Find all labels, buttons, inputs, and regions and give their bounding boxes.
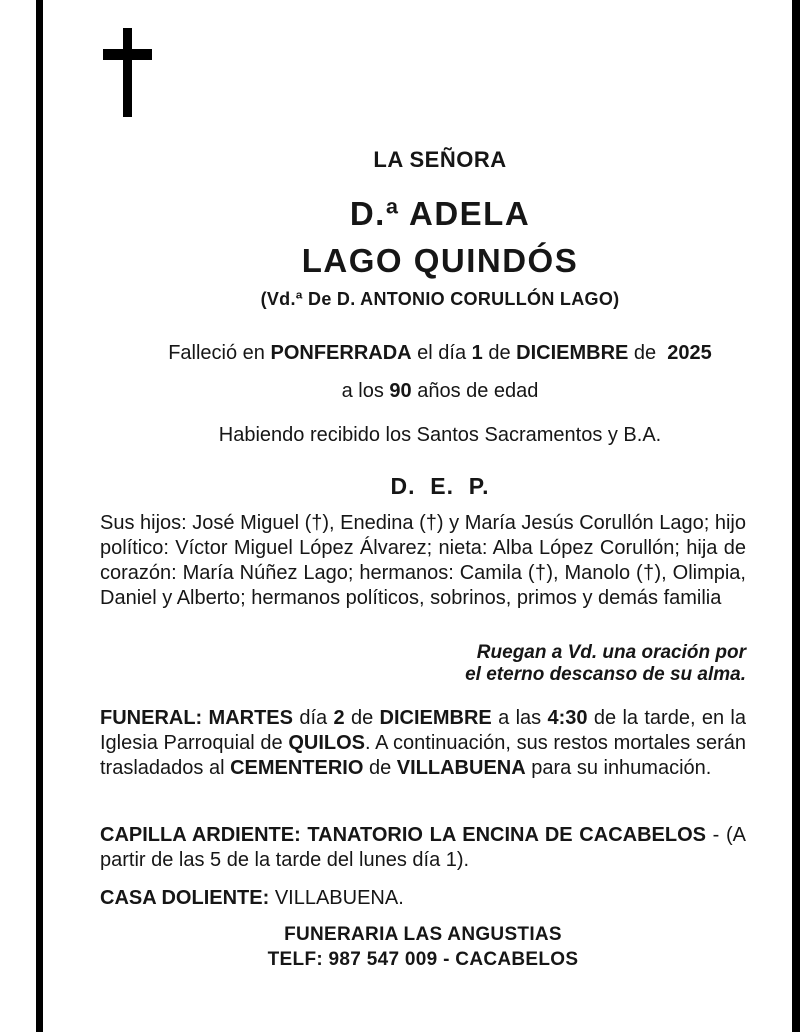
cross-vertical-bar bbox=[123, 28, 132, 117]
funeral-paragraph bbox=[100, 706, 746, 781]
text-segment: QUILOS bbox=[288, 732, 365, 754]
text-segment: 4:30 bbox=[547, 707, 588, 729]
text-segment: CAPILLA ARDIENTE: TANATORIO LA ENCINA DE CACABELOS bbox=[100, 824, 706, 846]
text-segment: DICIEMBRE bbox=[516, 342, 629, 364]
deceased-name-line1: D.ª ADELA bbox=[349, 195, 531, 232]
text-segment: el día bbox=[411, 342, 472, 364]
prayer-line2: el eterno descanso de su alma. bbox=[465, 664, 746, 685]
funeral-home-name: FUNERARIA LAS ANGUSTIAS bbox=[284, 924, 562, 945]
cross-horizontal-bar bbox=[103, 49, 152, 60]
sacraments-line: Habiendo recibido los Santos Sacramentos y B.A. bbox=[218, 424, 662, 446]
text-segment: de la tarde, en la Iglesia Parroquial de bbox=[100, 707, 747, 754]
text-segment: Falleció en bbox=[168, 342, 271, 364]
casa-doliente-line bbox=[100, 886, 746, 911]
text-segment: - (A partir de las 5 de la tarde del lunes día 1). bbox=[100, 824, 746, 871]
text-segment: 2025 bbox=[667, 342, 712, 364]
capilla-ardiente-paragraph bbox=[100, 823, 746, 873]
text-segment: a los bbox=[341, 380, 390, 402]
text-segment: PONFERRADA bbox=[270, 342, 412, 364]
text-segment: VILLABUENA. bbox=[269, 887, 404, 909]
text-segment: 1 bbox=[471, 342, 483, 364]
death-date-line bbox=[100, 342, 780, 365]
text-segment: de bbox=[363, 757, 397, 779]
text-segment: DICIEMBRE bbox=[379, 707, 492, 729]
deceased-name bbox=[100, 190, 780, 284]
dep-abbreviation: D. E. P. bbox=[390, 473, 490, 499]
text-segment: día bbox=[293, 707, 334, 729]
latin-cross-icon bbox=[103, 28, 152, 117]
text-segment: para su inhumación. bbox=[525, 757, 712, 779]
text-segment: CASA DOLIENTE: bbox=[100, 887, 270, 909]
text-segment: años de edad bbox=[411, 380, 539, 402]
funeral-home-block bbox=[100, 922, 746, 972]
text-segment: de bbox=[482, 342, 517, 364]
text-segment: 90 bbox=[389, 380, 412, 402]
funeral-home-phone: TELF: 987 547 009 - CACABELOS bbox=[267, 949, 579, 970]
text-segment: a las bbox=[491, 707, 548, 729]
text-segment: 2 bbox=[333, 707, 345, 729]
deceased-name-line2: LAGO QUINDÓS bbox=[301, 242, 579, 279]
family-paragraph: Sus hijos: José Miguel (†), Enedina (†) y María Jesús Corullón Lago; hijo político: Víctor Miguel López Álvarez; nieta: Alba López Corullón; hija de corazón: María Núñez Lago; hermanos: Camila (†), Manolo (†), Olimpia, Daniel y Alberto; hermanos políticos, sobrinos, primos y demás familia bbox=[100, 512, 746, 609]
prayer-request bbox=[100, 642, 746, 686]
left-border bbox=[36, 0, 43, 1032]
text-segment: FUNERAL: MARTES bbox=[100, 707, 293, 729]
honorific-title: LA SEÑORA bbox=[373, 147, 507, 172]
text-segment: . A continuación, sus restos mortales serán trasladados al bbox=[100, 732, 747, 779]
prayer-line1: Ruegan a Vd. una oración por bbox=[476, 642, 746, 663]
age-line bbox=[100, 380, 780, 403]
widow-of-line: (Vd.ª De D. ANTONIO CORULLÓN LAGO) bbox=[260, 289, 620, 309]
right-border bbox=[792, 0, 800, 1032]
text-segment: VILLABUENA bbox=[396, 757, 526, 779]
text-segment: CEMENTERIO bbox=[230, 757, 364, 779]
text-segment: de bbox=[628, 342, 668, 364]
text-segment: de bbox=[344, 707, 380, 729]
